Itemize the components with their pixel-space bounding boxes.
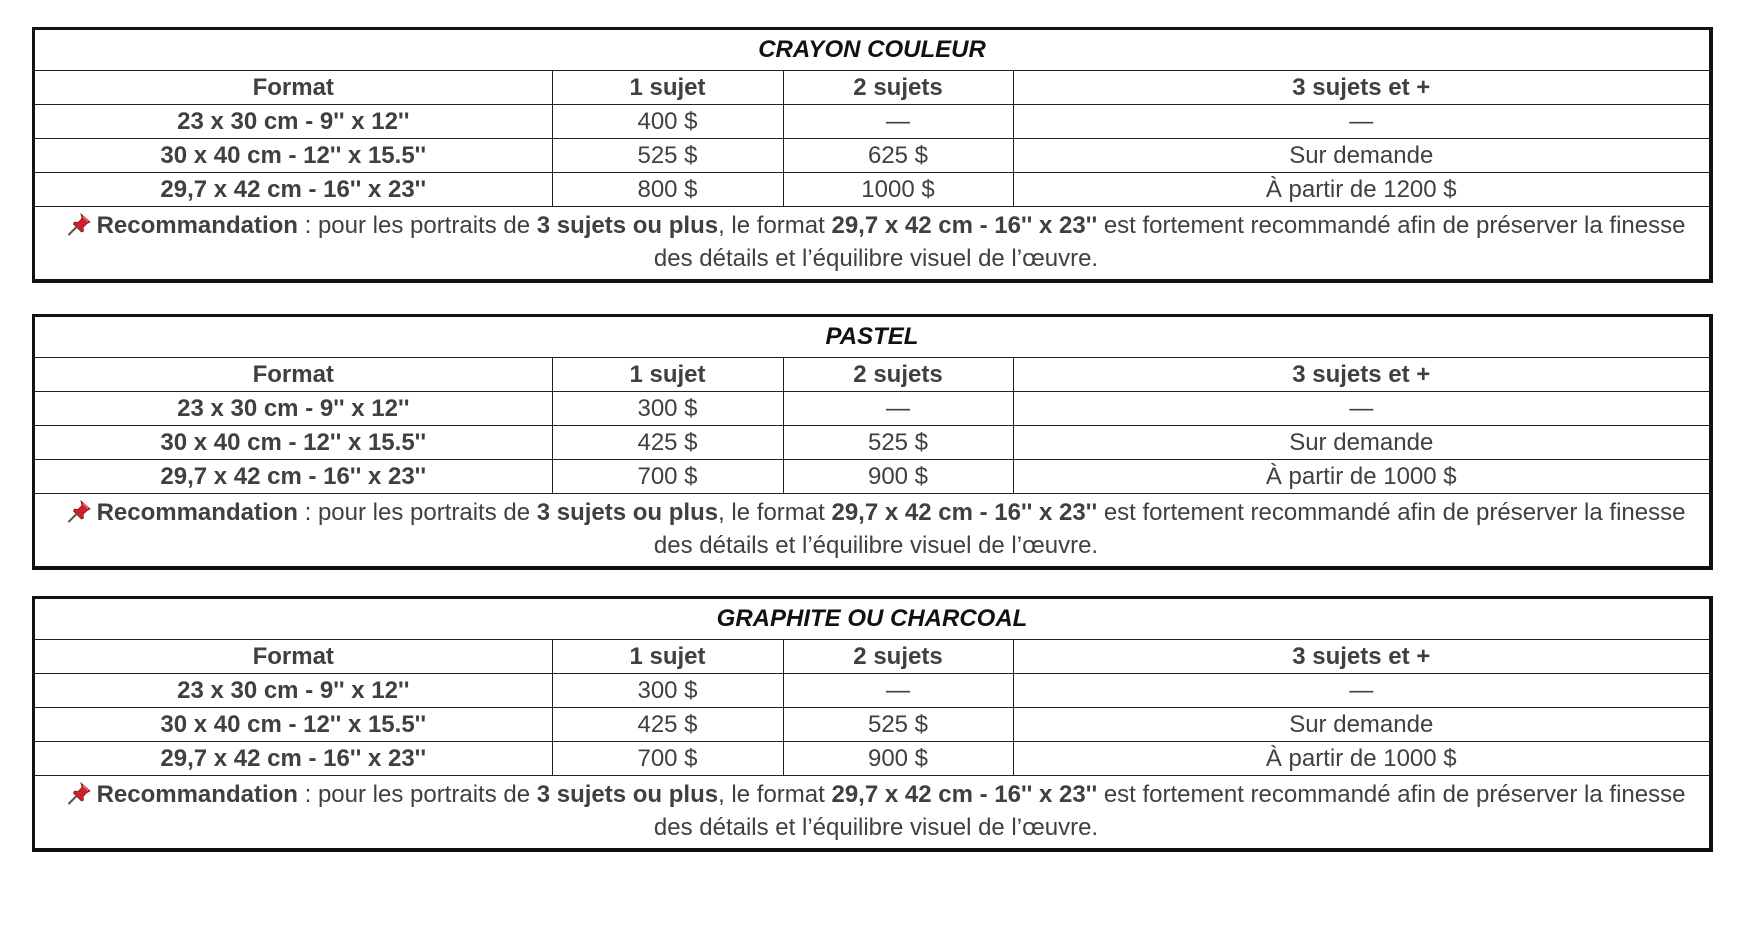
column-header-1-subject: 1 sujet xyxy=(552,71,783,105)
note-text: , le format xyxy=(718,499,832,526)
price-1-subject: 400 $ xyxy=(552,105,783,139)
pushpin-icon-shape xyxy=(69,783,90,804)
column-header-2-subjects: 2 sujets xyxy=(783,358,1013,392)
note-bold-format: 29,7 x 42 cm - 16'' x 23'' xyxy=(831,499,1098,526)
note-text: , le format xyxy=(718,212,832,239)
price-2-subjects: 525 $ xyxy=(783,426,1013,460)
column-header-format: Format xyxy=(35,640,552,674)
price-2-subjects: — xyxy=(783,392,1013,426)
note-bold-subjects: 3 sujets ou plus xyxy=(536,499,719,526)
column-header-3-plus-subjects: 3 sujets et + xyxy=(1013,640,1709,674)
note-bold-format: 29,7 x 42 cm - 16'' x 23'' xyxy=(831,781,1098,808)
header-row xyxy=(35,358,1709,392)
table-row xyxy=(35,173,1709,207)
column-header-3-plus-subjects: 3 sujets et + xyxy=(1013,358,1709,392)
format-cell: 29,7 x 42 cm - 16'' x 23'' xyxy=(35,460,552,494)
column-header-2-subjects: 2 sujets xyxy=(783,640,1013,674)
column-header-format: Format xyxy=(35,71,552,105)
recommendation-label: Recommandation xyxy=(96,499,298,526)
table-row xyxy=(35,139,1709,173)
format-cell: 29,7 x 42 cm - 16'' x 23'' xyxy=(35,173,552,207)
table-title: PASTEL xyxy=(35,317,1709,358)
price-3-plus-subjects: — xyxy=(1013,674,1709,708)
price-1-subject: 525 $ xyxy=(552,139,783,173)
recommendation-note xyxy=(35,494,1709,567)
note-text: est fortement recommandé afin de préserver la finesse des détails et l’équilibre visuel de l’œuvre. xyxy=(653,212,1686,272)
table-row xyxy=(35,460,1709,494)
note-text: est fortement recommandé afin de préserver la finesse des détails et l’équilibre visuel de l’œuvre. xyxy=(653,499,1686,559)
table-row xyxy=(35,674,1709,708)
price-1-subject: 425 $ xyxy=(552,708,783,742)
price-2-subjects: 625 $ xyxy=(783,139,1013,173)
recommendation-note xyxy=(35,776,1709,849)
table-title: GRAPHITE OU CHARCOAL xyxy=(35,599,1709,640)
recommendation-note xyxy=(35,207,1709,280)
price-1-subject: 700 $ xyxy=(552,460,783,494)
header-row xyxy=(35,71,1709,105)
column-header-format: Format xyxy=(35,358,552,392)
price-1-subject: 800 $ xyxy=(552,173,783,207)
pricing-table-3 xyxy=(32,596,1713,852)
note-bold-format: 29,7 x 42 cm - 16'' x 23'' xyxy=(831,212,1098,239)
price-3-plus-subjects: — xyxy=(1013,105,1709,139)
note-bold-subjects: 3 sujets ou plus xyxy=(536,212,719,239)
column-header-1-subject: 1 sujet xyxy=(552,640,783,674)
format-cell: 29,7 x 42 cm - 16'' x 23'' xyxy=(35,742,552,776)
note-text: : pour les portraits de xyxy=(297,499,537,526)
note-text: est fortement recommandé afin de préserver la finesse des détails et l’équilibre visuel de l’œuvre. xyxy=(653,781,1686,841)
pushpin-icon xyxy=(67,212,93,236)
table-row xyxy=(35,708,1709,742)
price-1-subject: 700 $ xyxy=(552,742,783,776)
price-3-plus-subjects: À partir de 1200 $ xyxy=(1013,173,1709,207)
price-3-plus-subjects: À partir de 1000 $ xyxy=(1013,742,1709,776)
price-3-plus-subjects: — xyxy=(1013,392,1709,426)
price-2-subjects: 525 $ xyxy=(783,708,1013,742)
price-3-plus-subjects: Sur demande xyxy=(1013,708,1709,742)
note-text: , le format xyxy=(718,781,832,808)
pushpin-icon-shape xyxy=(69,501,90,522)
price-2-subjects: 1000 $ xyxy=(783,173,1013,207)
recommendation-label: Recommandation xyxy=(96,781,298,808)
column-header-2-subjects: 2 sujets xyxy=(783,71,1013,105)
recommendation-label: Recommandation xyxy=(96,212,298,239)
table-row xyxy=(35,426,1709,460)
table-title: CRAYON COULEUR xyxy=(35,30,1709,71)
format-cell: 30 x 40 cm - 12'' x 15.5'' xyxy=(35,426,552,460)
table-row xyxy=(35,105,1709,139)
price-1-subject: 300 $ xyxy=(552,674,783,708)
pricing-table-2 xyxy=(32,314,1713,570)
header-row xyxy=(35,640,1709,674)
pushpin-icon xyxy=(67,781,93,805)
price-3-plus-subjects: Sur demande xyxy=(1013,139,1709,173)
price-3-plus-subjects: À partir de 1000 $ xyxy=(1013,460,1709,494)
note-text: : pour les portraits de xyxy=(297,212,537,239)
price-3-plus-subjects: Sur demande xyxy=(1013,426,1709,460)
format-cell: 30 x 40 cm - 12'' x 15.5'' xyxy=(35,139,552,173)
pushpin-icon-shape xyxy=(69,214,90,235)
column-header-3-plus-subjects: 3 sujets et + xyxy=(1013,71,1709,105)
column-header-1-subject: 1 sujet xyxy=(552,358,783,392)
price-1-subject: 300 $ xyxy=(552,392,783,426)
format-cell: 23 x 30 cm - 9'' x 12'' xyxy=(35,392,552,426)
format-cell: 30 x 40 cm - 12'' x 15.5'' xyxy=(35,708,552,742)
note-bold-subjects: 3 sujets ou plus xyxy=(536,781,719,808)
format-cell: 23 x 30 cm - 9'' x 12'' xyxy=(35,105,552,139)
price-2-subjects: 900 $ xyxy=(783,742,1013,776)
pushpin-icon xyxy=(67,499,93,523)
table-row xyxy=(35,392,1709,426)
table-row xyxy=(35,742,1709,776)
price-2-subjects: — xyxy=(783,105,1013,139)
price-2-subjects: — xyxy=(783,674,1013,708)
note-text: : pour les portraits de xyxy=(297,781,537,808)
format-cell: 23 x 30 cm - 9'' x 12'' xyxy=(35,674,552,708)
price-1-subject: 425 $ xyxy=(552,426,783,460)
price-2-subjects: 900 $ xyxy=(783,460,1013,494)
pricing-table-1 xyxy=(32,27,1713,283)
